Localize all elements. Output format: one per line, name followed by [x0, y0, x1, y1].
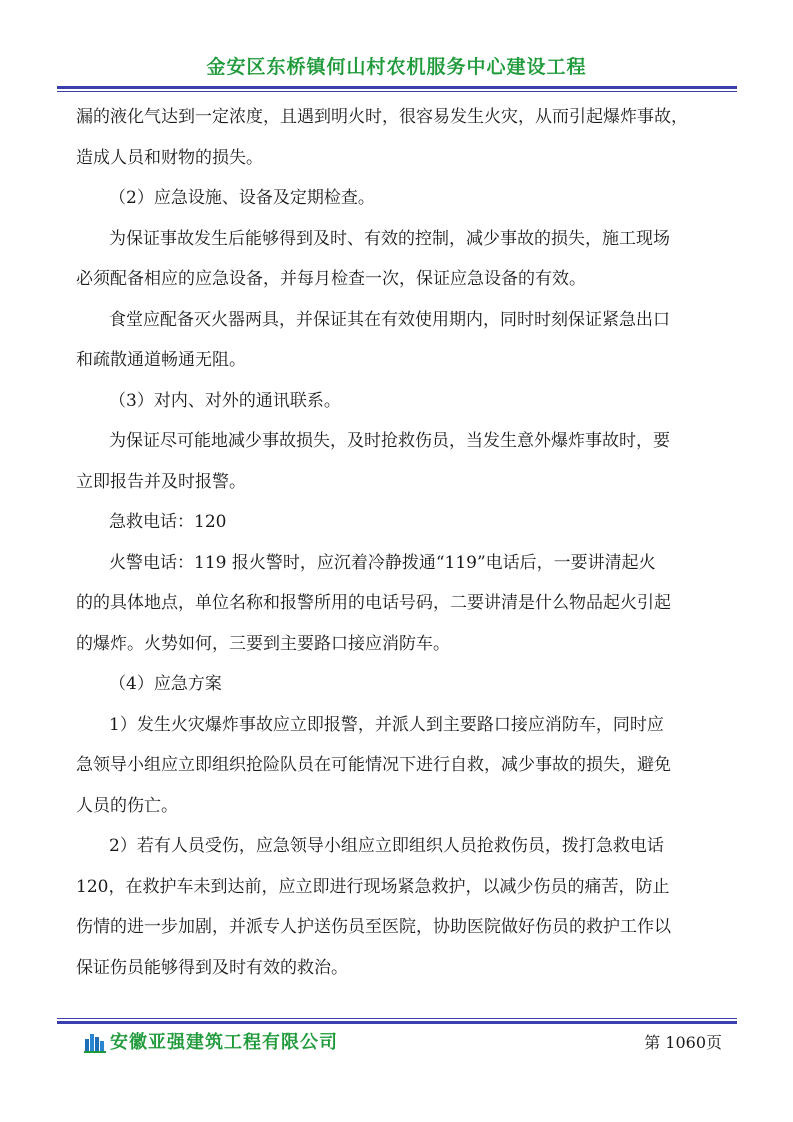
paragraph-line: 的爆炸。火势如何，三要到主要路口接应消防车。 [76, 633, 450, 654]
paragraph-line: 必须配备相应的应急设备，并每月检查一次，保证应急设备的有效。 [76, 269, 586, 289]
paragraph-line: 保证伤员能够得到及时有效的救治。 [76, 957, 348, 978]
paragraph-line: 立即报告并及时报警。 [76, 471, 246, 492]
paragraph-line: （2）应急设施、设备及定期检查。 [109, 188, 375, 208]
paragraph-line: 食堂应配备灭火器两具，并保证其在有效使用期内，同时时刻保证紧急出口 [109, 309, 670, 330]
page-number: 第 1060页 [644, 1033, 722, 1052]
paragraph-line: 2）若有人员受伤，应急领导小组应立即组织人员抢救伤员，拨打急救电话 [109, 836, 664, 856]
document-body [76, 97, 716, 988]
paragraph-line: 1）发生火灾爆炸事故应立即报警，并派人到主要路口接应消防车，同时应 [109, 714, 664, 735]
paragraph-line: 火警电话：119 报火警时，应沉着冷静拨通“119”电话后，一要讲清起火 [109, 552, 656, 573]
paragraph-line: 急救电话：120 [109, 512, 227, 532]
paragraph-line: 人员的伤亡。 [76, 795, 178, 816]
company-name: 安徽亚强建筑工程有限公司 [110, 1032, 338, 1053]
footer-divider [57, 1018, 737, 1024]
paragraph-line: 的的具体地点，单位名称和报警所用的电话号码，二要讲清是什么物品起火引起 [76, 593, 671, 613]
paragraph-line: 造成人员和财物的损失。 [76, 147, 263, 168]
document-header-title: 金安区东桥镇何山村农机服务中心建设工程 [206, 56, 587, 78]
paragraph-line: 漏的液化气达到一定浓度，且遇到明火时，很容易发生火灾，从而引起爆炸事故， [76, 107, 688, 127]
paragraph-line: （4）应急方案 [109, 674, 222, 694]
header-divider [57, 86, 737, 92]
paragraph-line: 和疏散通道畅通无阻。 [76, 350, 246, 370]
building-logo-icon [84, 1031, 106, 1053]
paragraph-line: （3）对内、对外的通讯联系。 [109, 390, 341, 411]
document-footer [84, 1028, 724, 1058]
paragraph-line: 为保证尽可能地减少事故损失，及时抢救伤员，当发生意外爆炸事故时，要 [109, 431, 670, 451]
paragraph-line: 120，在救护车未到达前，应立即进行现场紧急救护，以减少伤员的痛苦，防止 [76, 876, 670, 897]
paragraph-line: 为保证事故发生后能够得到及时、有效的控制，减少事故的损失，施工现场 [109, 228, 670, 249]
paragraph-line: 急领导小组应立即组织抢险队员在可能情况下进行自救，减少事故的损失，避免 [76, 755, 671, 775]
paragraph-line: 伤情的进一步加剧，并派专人护送伤员至医院，协助医院做好伤员的救护工作以 [76, 917, 671, 937]
